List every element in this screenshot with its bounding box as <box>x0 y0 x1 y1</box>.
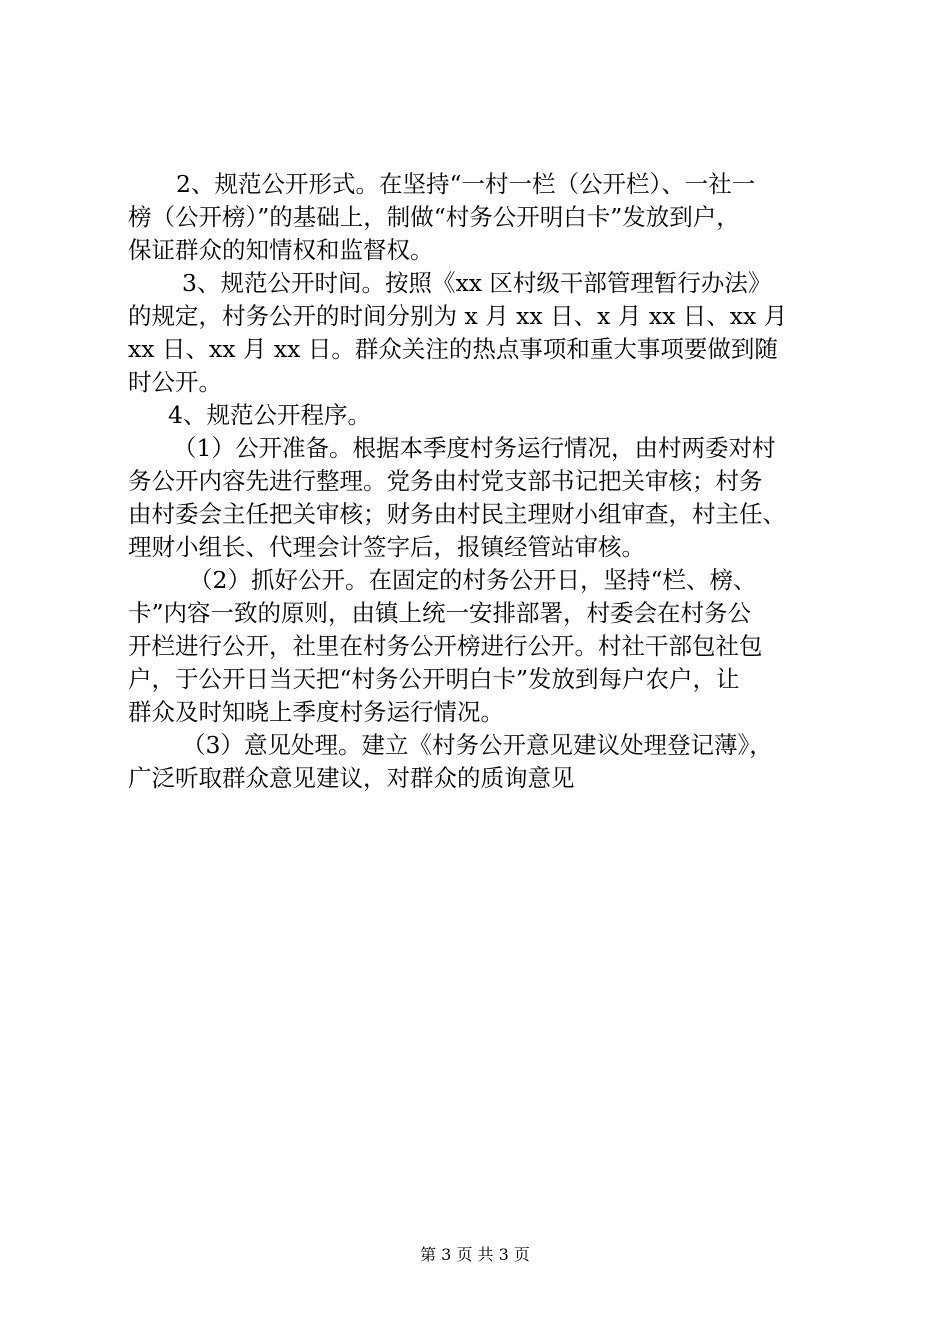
document-body <box>128 168 838 795</box>
paragraph-line: （2）抓好公开。在固定的村务公开日，坚持“栏、榜、 <box>189 566 757 594</box>
paragraph-line: 理财小组长、代理会计签字后，报镇经管站审核。 <box>128 533 645 561</box>
paragraph-line: 榜（公开榜）”的基础上，制做“村务公开明白卡”发放到户， <box>128 203 740 231</box>
paragraph-line: xx 日、xx 月 xx 日。群众关注的热点事项和重大事项要做到随 <box>128 335 778 363</box>
paragraph-line: 务公开内容先进行整理。党务由村党支部书记把关审核；村务 <box>128 467 763 495</box>
paragraph-line: 2、规范公开形式。在坚持“一村一栏（公开栏）、一社一 <box>176 170 756 198</box>
page-number-footer: 第 3 页 共 3 页 <box>420 1245 530 1264</box>
paragraph-line: 3、规范公开时间。按照《xx 区村级干部管理暂行办法》 <box>182 269 772 297</box>
paragraph-line: 开栏进行公开，社里在村务公开榜进行公开。村社干部包社包 <box>128 632 763 660</box>
paragraph-line: 的规定，村务公开的时间分别为 x 月 xx 日、x 月 xx 日、xx 月 <box>128 302 788 330</box>
paragraph-line: 时公开。 <box>128 368 222 396</box>
paragraph-line: 由村委会主任把关审核；财务由村民主理财小组审查，村主任、 <box>128 500 786 528</box>
paragraph-line: 保证群众的知情权和监督权。 <box>128 236 434 264</box>
paragraph-line: （1）公开准备。根据本季度村务运行情况，由村两委对村 <box>173 434 776 462</box>
paragraph-line: 广泛听取群众意见建议，对群众的质询意见 <box>128 764 575 792</box>
paragraph-line: 群众及时知晓上季度村务运行情况。 <box>128 698 504 726</box>
paragraph-line: 4、规范公开程序。 <box>168 401 371 429</box>
paragraph-line: 卡”内容一致的原则，由镇上统一安排部署，村委会在村务公 <box>128 599 752 627</box>
paragraph-line: （3）意见处理。建立《村务公开意见建议处理登记薄》， <box>182 731 773 759</box>
paragraph-line: 户，于公开日当天把“村务公开明白卡”发放到每户农户，让 <box>128 665 740 693</box>
